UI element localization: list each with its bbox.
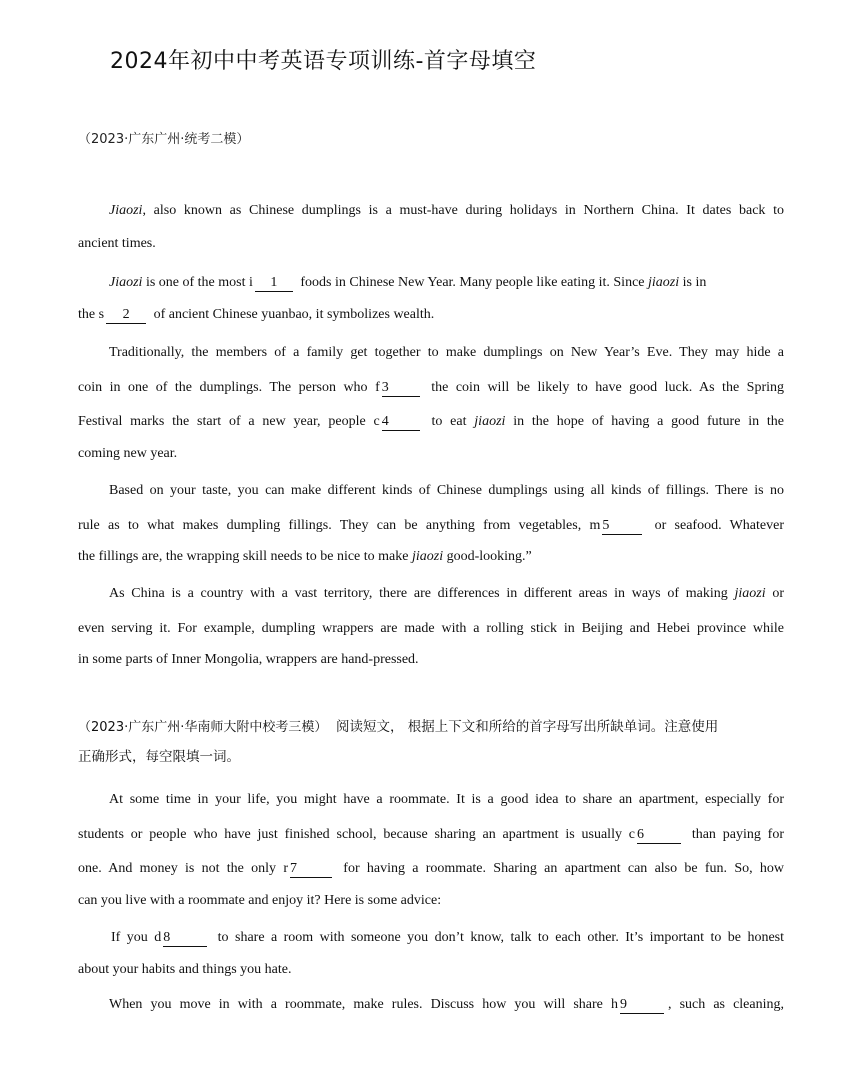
italic-word: Jiaozi bbox=[109, 203, 143, 218]
blank-7[interactable]: 7 bbox=[290, 861, 332, 878]
italic-word: Jiaozi bbox=[109, 275, 143, 290]
section2-header bbox=[78, 710, 784, 774]
paragraph bbox=[78, 988, 784, 1023]
section1-source: （2023·广东广州·统考二模） bbox=[78, 132, 250, 147]
instruction: 阅读短文， 根据上下文和所给的首字母写出所缺单词。注意使用 bbox=[335, 719, 719, 735]
text-line: even serving it. For example, dumpling wrappers are made with a rolling stick in Beijing and Hebei province while bbox=[78, 620, 784, 636]
paragraph bbox=[78, 266, 784, 332]
blank-5[interactable]: 5 bbox=[602, 518, 642, 535]
document-title: 2024年初中中考英语专项训练-首字母填空 bbox=[110, 49, 537, 74]
paragraph bbox=[78, 336, 784, 471]
paragraph bbox=[78, 921, 784, 987]
blank-8[interactable]: 8 bbox=[163, 930, 207, 947]
text-line: If you d 8 to share a room with someone you don’t know, talk to each other. It’s important to be honest bbox=[111, 930, 784, 945]
blank-9[interactable]: 9 bbox=[620, 997, 664, 1014]
text-line: the fillings are, the wrapping skill needs to be nice to make jiaozi good-looking.” bbox=[78, 549, 532, 564]
text-line: When you move in with a roommate, make rules. Discuss how you will share h 9 , such as cleaning, bbox=[109, 997, 784, 1012]
text-line: Based on your taste, you can make different kinds of Chinese dumplings using all kinds of fillings. There is no bbox=[109, 483, 784, 498]
blank-6[interactable]: 6 bbox=[637, 827, 681, 844]
text-line bbox=[78, 194, 784, 229]
text-line: Festival marks the start of a new year, people c 4 to eat jiaozi in the hope of having a good future in the bbox=[78, 414, 784, 429]
text-line: about your habits and things you hate. bbox=[78, 961, 292, 977]
text-line: Jiaozi is one of the most i 1 foods in Chinese New Year. Many people like eating it. Since jiaozi is in bbox=[109, 275, 707, 290]
blank-3[interactable]: 3 bbox=[382, 380, 420, 397]
italic-word: jiaozi bbox=[648, 275, 680, 290]
italic-word: jiaozi bbox=[411, 549, 444, 564]
text-line: students or people who have just finished school, because sharing an apartment is usually c 6 than paying for bbox=[78, 826, 784, 842]
text-line: one. And money is not the only r 7 for having a roommate. Sharing an apartment can also be fun. So, how bbox=[78, 861, 785, 876]
text-span: , also known as Chinese dumplings is a must-have during holidays in Northern China. It dates back to bbox=[142, 203, 784, 218]
text-line: rule as to what makes dumpling fillings. They can be anything from vegetables, m 5 or seafood. Whatever bbox=[78, 517, 784, 533]
blank-2[interactable]: 2 bbox=[106, 307, 146, 324]
text-line: can you live with a roommate and enjoy it? Here is some advice: bbox=[78, 892, 442, 908]
text-line: Traditionally, the members of a family get together to make dumplings on New Year’s Eve. They may hide a bbox=[109, 345, 784, 360]
italic-word: jiaozi bbox=[734, 586, 766, 601]
instruction: 正确形式，每空限填一词。 bbox=[78, 748, 240, 765]
text-line: coming new year. bbox=[78, 445, 178, 461]
paragraph bbox=[78, 474, 784, 575]
text-span: ancient times. bbox=[78, 235, 156, 251]
blank-1[interactable]: 1 bbox=[255, 275, 293, 292]
paragraph bbox=[78, 783, 784, 918]
paragraph bbox=[78, 194, 784, 261]
text-line: in some parts of Inner Mongolia, wrappers are hand-pressed. bbox=[78, 652, 419, 667]
text-line: coin in one of the dumplings. The person who f 3 the coin will be likely to have good luck. As the Spring bbox=[78, 379, 785, 395]
blank-4[interactable]: 4 bbox=[382, 414, 420, 431]
text-line: At some time in your life, you might have a roommate. It is a good idea to share an apartment, especially for bbox=[109, 792, 784, 807]
section2-source: （2023·广东广州·华南师大附中校考三模） bbox=[78, 720, 328, 735]
text-line: As China is a country with a vast territory, there are differences in different areas in ways of making jiaozi or bbox=[109, 586, 784, 601]
text-line bbox=[78, 227, 784, 262]
text-line: the s 2 of ancient Chinese yuanbao, it symbolizes wealth. bbox=[78, 306, 435, 322]
paragraph bbox=[78, 577, 784, 678]
italic-word: jiaozi bbox=[474, 414, 506, 429]
